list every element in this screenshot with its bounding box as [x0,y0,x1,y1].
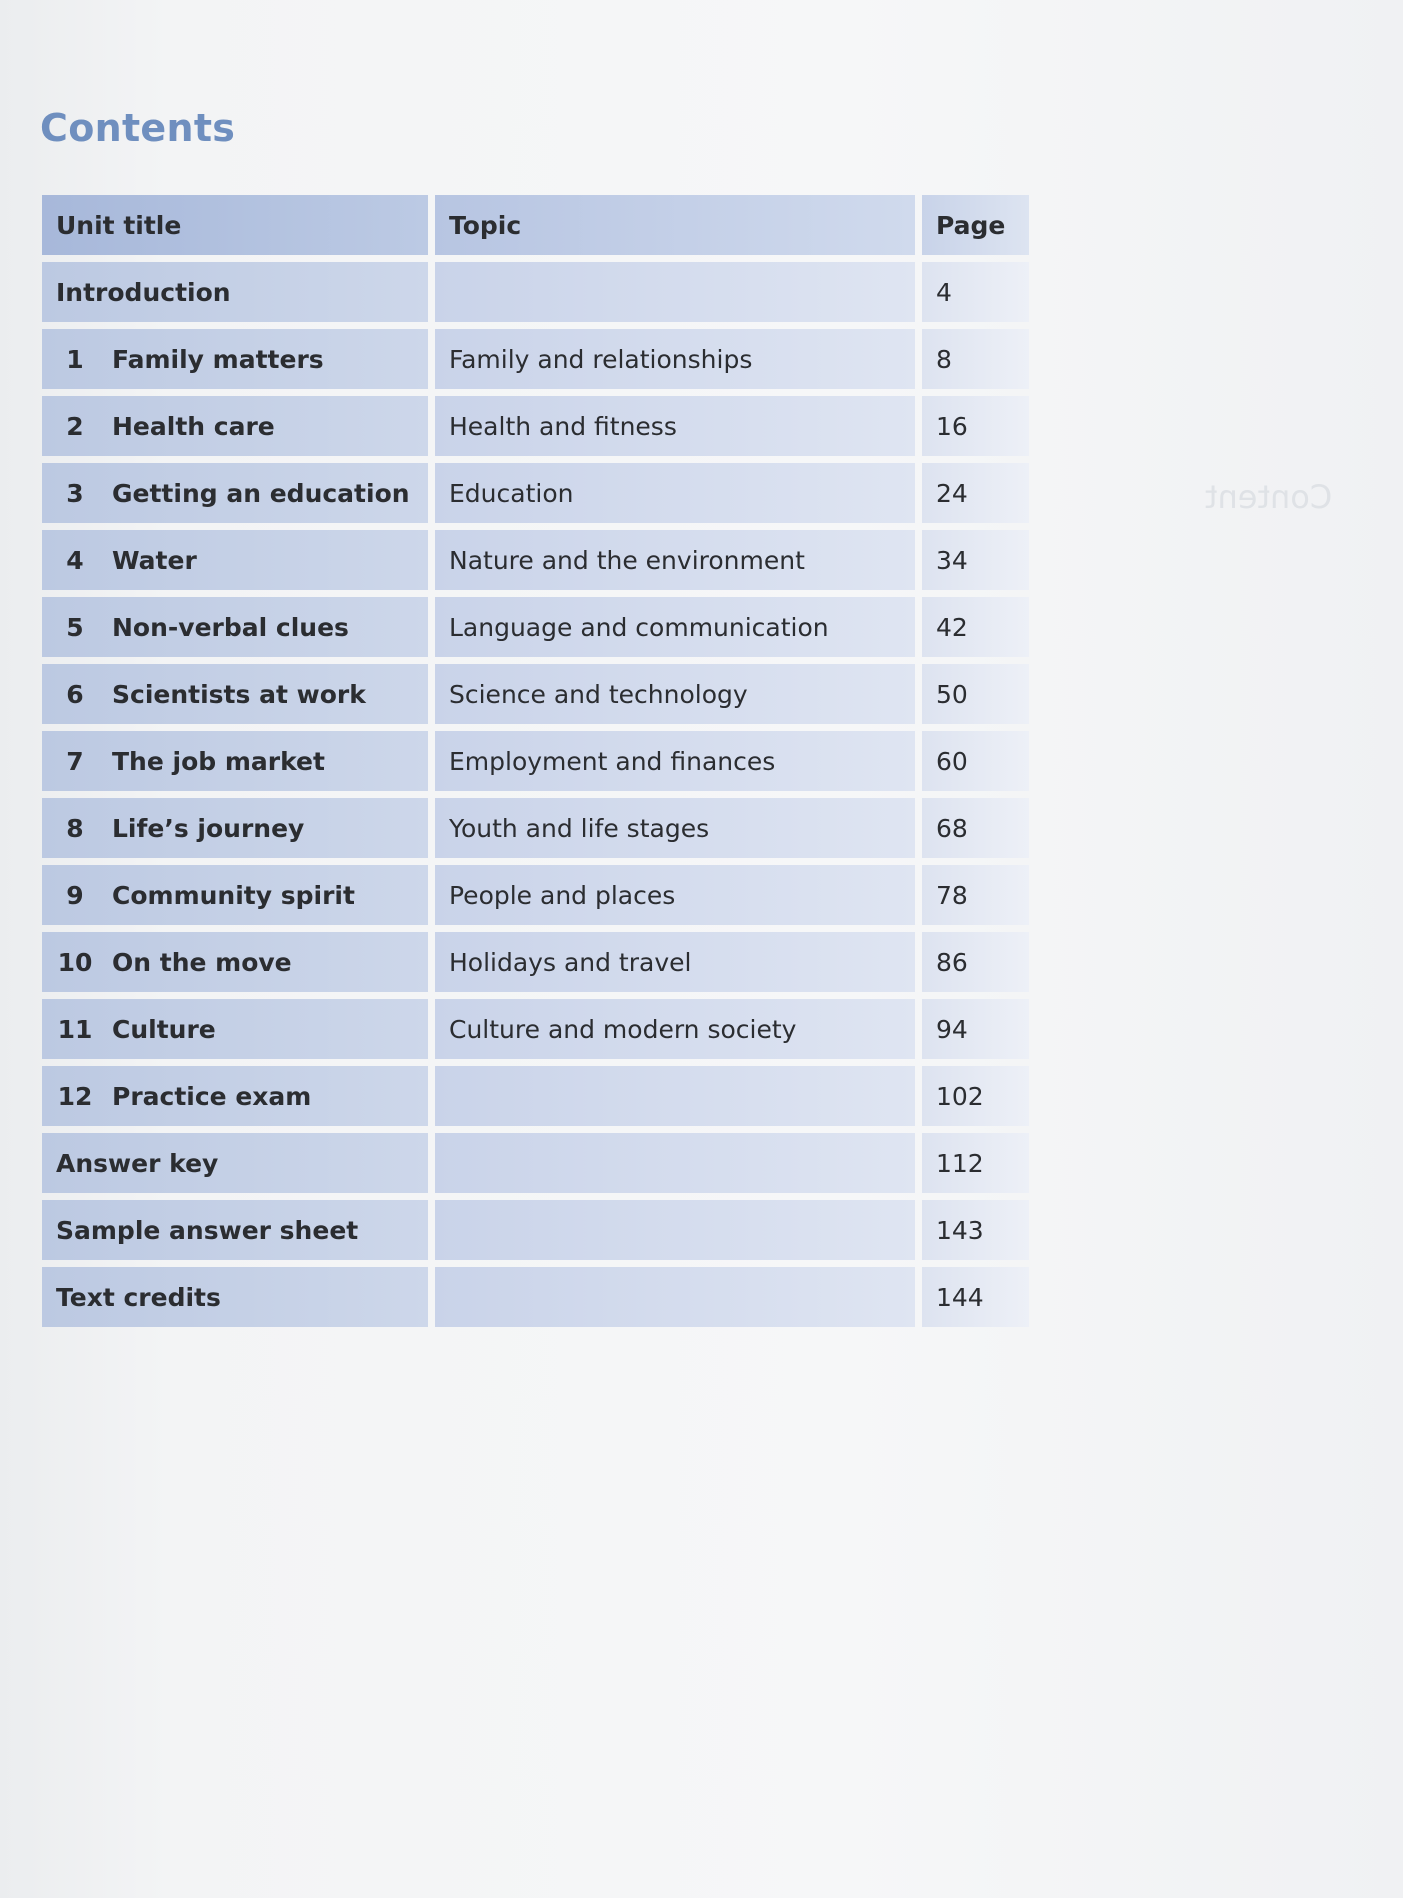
unit-number: 5 [66,612,84,642]
page-number-cell: 34 [922,530,1029,590]
unit-title-cell [42,396,428,456]
unit-name: Family matters [112,344,324,374]
page-number-cell: 86 [922,932,1029,992]
page-number-cell: 24 [922,463,1029,523]
topic-cell [435,262,915,322]
unit-title-cell [42,1200,428,1260]
unit-title-cell [42,530,428,590]
unit-number: 1 [66,344,84,374]
page-number-cell: 42 [922,597,1029,657]
page-number-cell: 60 [922,731,1029,791]
table-body [42,262,1029,1327]
table-row[interactable] [42,932,1029,992]
unit-title-cell [42,1066,428,1126]
topic-cell: People and places [435,865,915,925]
table-row[interactable] [42,798,1029,858]
unit-name: Scientists at work [112,679,366,709]
unit-title-cell [42,1267,428,1327]
unit-number: 10 [57,947,93,977]
table-row[interactable] [42,597,1029,657]
table-row[interactable] [42,396,1029,456]
topic-cell [435,1133,915,1193]
topic-cell: Education [435,463,915,523]
unit-name: Text credits [56,1282,221,1312]
page-number-cell: 102 [922,1066,1029,1126]
header-topic: Topic [435,195,915,255]
unit-name: Getting an education [112,478,410,508]
table-row[interactable] [42,999,1029,1059]
page-number-cell: 94 [922,999,1029,1059]
unit-title-cell [42,262,428,322]
unit-name: On the move [112,947,292,977]
topic-cell: Family and relationships [435,329,915,389]
topic-cell [435,1066,915,1126]
unit-title-cell [42,731,428,791]
table-row[interactable] [42,1066,1029,1126]
unit-number: 4 [66,545,84,575]
topic-cell: Science and technology [435,664,915,724]
page-number-cell: 112 [922,1133,1029,1193]
unit-name: The job market [112,746,325,776]
topic-cell: Youth and life stages [435,798,915,858]
topic-cell: Employment and finances [435,731,915,791]
unit-name: Health care [112,411,275,441]
unit-number: 12 [57,1081,93,1111]
table-row[interactable] [42,1200,1029,1260]
page-number-cell: 16 [922,396,1029,456]
unit-number: 11 [57,1014,93,1044]
table-row[interactable] [42,1133,1029,1193]
unit-title-cell [42,463,428,523]
page-number-cell: 8 [922,329,1029,389]
table-row[interactable] [42,530,1029,590]
unit-number: 9 [66,880,84,910]
table-row[interactable] [42,865,1029,925]
header-unit-title: Unit title [42,195,428,255]
unit-title-cell [42,1133,428,1193]
page-number-cell: 50 [922,664,1029,724]
unit-name: Non-verbal clues [112,612,349,642]
header-page: Page [922,195,1029,255]
unit-title-cell [42,329,428,389]
topic-cell: Language and communication [435,597,915,657]
unit-number: 8 [66,813,84,843]
show-through-text: Content [1205,478,1333,516]
unit-name: Culture [112,1014,216,1044]
unit-number: 3 [66,478,84,508]
topic-cell: Nature and the environment [435,530,915,590]
page-number-cell: 4 [922,262,1029,322]
table-row[interactable] [42,664,1029,724]
table-row[interactable] [42,463,1029,523]
page-number-cell: 144 [922,1267,1029,1327]
unit-name: Sample answer sheet [56,1215,359,1245]
unit-number: 6 [66,679,84,709]
topic-cell: Holidays and travel [435,932,915,992]
unit-number: 2 [66,411,84,441]
unit-name: Water [112,545,197,575]
topic-cell [435,1200,915,1260]
unit-title-cell [42,597,428,657]
unit-name: Answer key [56,1148,219,1178]
unit-name: Introduction [56,277,231,307]
table-row[interactable] [42,262,1029,322]
unit-name: Life’s journey [112,813,305,843]
unit-title-cell [42,798,428,858]
unit-name: Community spirit [112,880,355,910]
table-row[interactable] [42,1267,1029,1327]
topic-cell: Culture and modern society [435,999,915,1059]
unit-title-cell [42,664,428,724]
page-number-cell: 143 [922,1200,1029,1260]
contents-table [42,195,1029,1334]
unit-name: Practice exam [112,1081,312,1111]
unit-number: 7 [66,746,84,776]
unit-title-cell [42,865,428,925]
table-header-row [42,195,1029,255]
topic-cell: Health and fitness [435,396,915,456]
table-row[interactable] [42,731,1029,791]
unit-title-cell [42,999,428,1059]
page-number-cell: 68 [922,798,1029,858]
page-title: Contents [40,106,236,150]
unit-title-cell [42,932,428,992]
table-row[interactable] [42,329,1029,389]
topic-cell [435,1267,915,1327]
page-number-cell: 78 [922,865,1029,925]
